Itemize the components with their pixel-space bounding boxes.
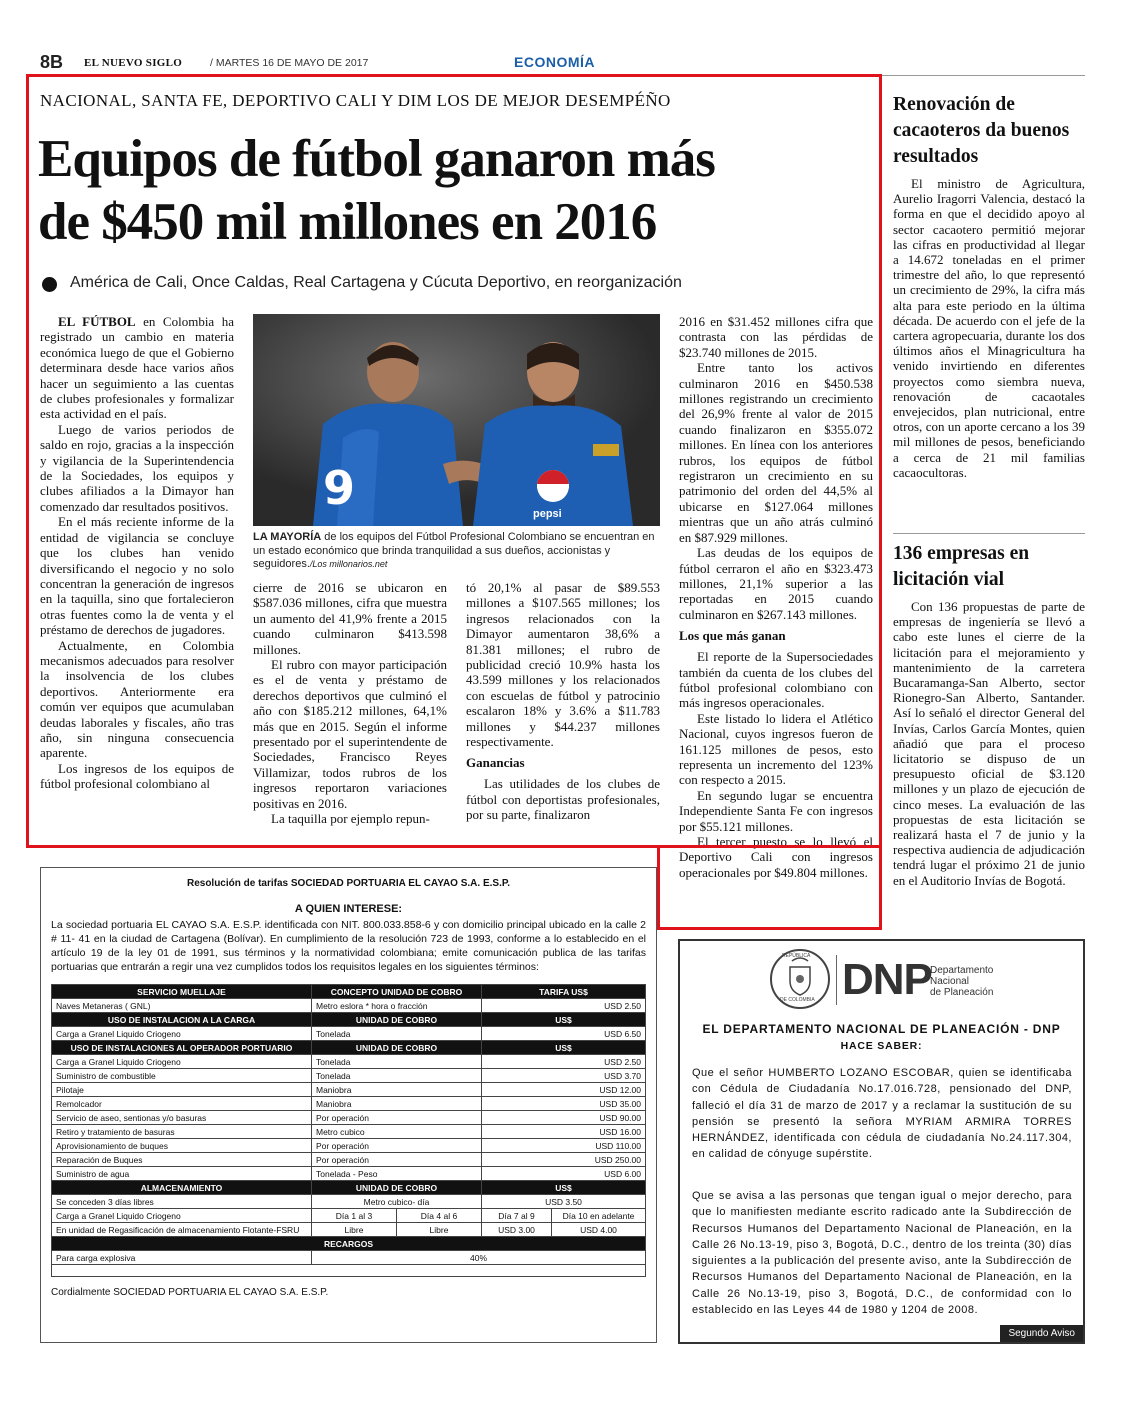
segundo-aviso-tag: Segundo Aviso bbox=[1000, 1325, 1083, 1342]
headline-line-1: Equipos de fútbol ganaron más bbox=[38, 130, 715, 188]
article-column-3 bbox=[466, 580, 660, 823]
seal-text-bottom: DE COLOMBIA bbox=[780, 997, 815, 1003]
table-row bbox=[52, 1265, 646, 1277]
subhead-ganancias: Ganancias bbox=[466, 755, 525, 771]
table-row: Pilotaje Maniobra USD 12.00 bbox=[52, 1083, 646, 1097]
sidebar-title: 136 empresas en licitación vial bbox=[893, 543, 1030, 590]
sidebar-licitacion bbox=[893, 541, 1085, 888]
article-column-1 bbox=[40, 314, 234, 792]
table-row: Carga a Granel Liquido Criogeno Tonelada USD 6.50 bbox=[52, 1027, 646, 1041]
paragraph: Este listado lo lidera el Atlético Nacional, cuyos ingresos fueron de 161.125 millones de pesos, esto representa un incremento del 123% con respecto a 2015. bbox=[679, 710, 873, 788]
table-row: Suministro de combustible Tonelada USD 3.70 bbox=[52, 1069, 646, 1083]
table-row: En unidad de Regasificación de almacenamiento Flotante-FSRU Libre Libre USD 3.00 USD 4.00 bbox=[52, 1223, 646, 1237]
deck-bullet-icon bbox=[42, 277, 57, 292]
paragraph: Las utilidades de los clubes de fútbol con deportistas profesionales, por su parte, finalizaron bbox=[466, 776, 660, 823]
table-row: Carga a Granel Liquido Criogeno Día 1 al 3 Día 4 al 6 Día 7 al 9 Día 10 en adelante bbox=[52, 1209, 646, 1223]
table-row: Servicio de aseo, sentionas y/o basuras Por operación USD 90.00 bbox=[52, 1111, 646, 1125]
highlight-mask bbox=[660, 844, 879, 848]
ad-dnp bbox=[678, 939, 1085, 1344]
table-header: USO DE INSTALACION A LA CARGA UNIDAD DE COBRO US$ bbox=[52, 1013, 646, 1027]
seal-text-top: REPÚBLICA bbox=[782, 953, 811, 959]
paragraph: El tercer puesto se lo llevó el Deportivo Cali con ingresos operacionales por $49.804 millones. bbox=[679, 834, 873, 880]
article-kicker: NACIONAL, SANTA FE, DEPORTIVO CALI Y DIM LOS DE MEJOR DESEMPÉÑO bbox=[40, 91, 671, 110]
table-row: Naves Metaneras ( GNL) Metro eslora * hora o fracción USD 2.50 bbox=[52, 999, 646, 1013]
newspaper-name: EL NUEVO SIGLO bbox=[84, 57, 183, 69]
article-headline bbox=[38, 128, 715, 254]
paragraph: En el más reciente informe de la entidad de vigilancia se concluye que los clubes han venido diversificando el negocio y no solo concentran la generación de ingresos en la taquilla, sino que fortalecieron otras fuentes como la de venta y el préstamo de derechos de jugadores. bbox=[40, 514, 234, 638]
sidebar-divider bbox=[893, 533, 1085, 534]
paragraph: El ministro de Agricultura, Aurelio Iragorri Valencia, destacó la forma en que el decidido apoyo al sector cacaotero permitió mejorar las cifras en productividad al llegar a 14.672 toneladas en el primer trimestre del año, lo que representó un crecimiento de 29%, la cifra más alta para este periodo en la última década. De acuerdo con el jefe de la cartera agropecuaria, durante los dos últimos años el Minagricultura ha venido invirtiendo en diferentes proyectos como siembra nueva, renovación de cacaotales envejecidos, plan nutricional, entre otros, con un aporte cercano a los 39 mil millones de pesos, beneficiando a cerca de 21 mil familias cacaocultoras. bbox=[893, 176, 1085, 480]
headline-line-2: de $450 mil millones en 2016 bbox=[38, 193, 657, 251]
logo-divider bbox=[836, 955, 837, 1005]
article-photo bbox=[253, 314, 660, 526]
ad-salutation: A QUIEN INTERESE: bbox=[294, 903, 403, 915]
ad-tarifas bbox=[40, 867, 657, 1343]
subhead-los-que-mas-ganan: Los que más ganan bbox=[679, 628, 786, 644]
table-header: RECARGOS bbox=[52, 1237, 646, 1251]
table-row: Suministro de agua Tonelada - Peso USD 6.00 bbox=[52, 1167, 646, 1181]
paragraph: Con 136 propuestas de parte de empresas de ingeniería se llevó a cabo este lunes el cierre de la licitación para el mejoramiento y mantenimiento de la carretera Bucaramanga-San Alberto, sector Rionegro-San Alberto, Santander. Así lo señaló el director General del Invías, Carlos García Montes, quien añadió que para el proceso licitatorio se dispuso de un presupuesto oficial de $3.120 millones y un plazo de ejecución de cinco meses. La evaluación de las propuestas de esta licitación se realizará hasta el 7 de junio y la respectiva audiencia de adjudicación tendrá lugar el próximo 21 de junio en el Auditorio Invías de Bogotá. bbox=[893, 599, 1085, 888]
table-header: SERVICIO MUELLAJE CONCEPTO UNIDAD DE COBRO TARIFA US$ bbox=[52, 985, 646, 999]
table-row: Retiro y tratamiento de basuras Metro cubico USD 16.00 bbox=[52, 1125, 646, 1139]
paragraph: Luego de varios periodos de saldo en rojo, gracias a la inspección y vigilancia de la Superintendencia de la Sociedades, los equipos y clubes afiliados a la Dimayor han comenzado dar resultados positivos. bbox=[40, 421, 234, 514]
table-row: Para carga explosiva 40% bbox=[52, 1251, 646, 1265]
article-column-2 bbox=[253, 580, 447, 827]
paragraph: Los ingresos de los equipos de fútbol profesional colombiano al bbox=[40, 760, 234, 792]
paragraph: Actualmente, en Colombia mecanismos adecuados para resolver la insolvencia de los clubes deportivos. Anteriormente era común ver equipos que acumulaban deudas laborales y fiscales, año tras año, sin ninguna consecuencia aparente. bbox=[40, 637, 234, 761]
dnp-title: EL DEPARTAMENTO NACIONAL DE PLANEACIÓN - DNP bbox=[702, 1022, 1061, 1036]
sponsor-logo-text: pepsi bbox=[533, 508, 562, 520]
page-number: 8B bbox=[40, 52, 64, 72]
players-illustration bbox=[253, 314, 660, 526]
paragraph: EL FÚTBOL en Colombia ha registrado un cambio en materia económica luego de que el Gobierno determinara desde hace varios años hacer un seguimiento a las cuentas de clubes profesionales y formalizar esta actividad en el país. bbox=[40, 314, 234, 422]
article-deck: América de Cali, Once Caldas, Real Cartagena y Cúcuta Deportivo, en reorganización bbox=[70, 274, 682, 291]
table-row: Se conceden 3 días libres Metro cubico- día USD 3.50 bbox=[52, 1195, 646, 1209]
table-row: Aprovisionamiento de buques Por operación USD 110.00 bbox=[52, 1139, 646, 1153]
header-rule bbox=[40, 75, 1085, 76]
dnp-logo: DNP bbox=[842, 955, 932, 1004]
dnp-paragraph-2: Que se avisa a las personas que tengan igual o mejor derecho, para que lo manifiesten mediante escrito radicado ante la Subdirección de Recursos Humanos del Departamento Nacional de Planeación, en la Calle 26 No.13-19, piso 3, Bogotá, D.C., dentro de los treinta (30) días siguientes a la publicación del presente aviso, ante la Subdirección de Recursos Humanos del Departamento Nacional de Planeación, en la Calle 26 No.13-19, piso 3, Bogotá, D.C., de conformidad con lo establecido en las Leyes 44 de 1980 y 1204 de 2008. bbox=[692, 1190, 1072, 1317]
paragraph: La taquilla por ejemplo repun- bbox=[271, 811, 430, 827]
dnp-logo-subtitle: Departamento Nacional de Planeación bbox=[930, 965, 994, 998]
ad-closing: Cordialmente SOCIEDAD PORTUARIA EL CAYAO S.A. E.S.P. bbox=[51, 1287, 329, 1298]
issue-date: / MARTES 16 DE MAYO DE 2017 bbox=[210, 57, 369, 69]
table-row: Remolcador Maniobra USD 35.00 bbox=[52, 1097, 646, 1111]
paragraph: tó 20,1% al pasar de $89.553 millones a $107.565 millones; los ingresos relacionados con la Dimayor aumentaron 38,6% a 81.381 millones; el rubro de publicidad creció 10.9% hasta los 43.599 millones y los relacionados con escuelas de fútbol y patrocinio escalaron 18% y 3.6% a $11.783 millones y $44.237 millones respectivamente. bbox=[466, 580, 660, 750]
ad-intro: La sociedad portuaria EL CAYAO S.A. E.S.P. identificada con NIT. 800.033.858-6 y con domicilio principal ubicado en la calle 2 # 11- 41 en la ciudad de Cartagena (Bolívar). En cumplimiento de la resolución 723 de 1993, conforme a lo establecido en el artículo 19 de la ley 01 de 1991, sus términos y la normatividad colombiana; emite comunicación publica de las tarifas portuarias que entrarán a regir una vez cumplidos todos los requisitos legales en los siguientes términos: bbox=[51, 919, 646, 973]
tariff-table bbox=[51, 984, 646, 1277]
paragraph: El rubro con mayor participación es el de venta y préstamo de derechos deportivos que culminó el año con $185.212 millones, 64,1% más que en 2015. Según el informe presentado por el superintendente de Sociedades, Francisco Reyes Villamizar, todos rubros de los ingresos reportaron variaciones positivas en 2016. bbox=[253, 657, 447, 811]
paragraph: El reporte de la Supersociedades también da cuenta de los clubes del fútbol profesional colombiano con más ingresos operacionales. bbox=[679, 649, 873, 711]
article-column-4 bbox=[679, 314, 873, 880]
paragraph: Las deudas de los equipos de fútbol cerraron el año en $323.473 millones, 21,1% superior a las reportadas en 2015 cuando culminaron en $267.143 millones. bbox=[679, 545, 873, 622]
paragraph: En segundo lugar se encuentra Independiente Santa Fe con ingresos por $55.121 millones. bbox=[679, 787, 873, 834]
paragraph: cierre de 2016 se ubicaron en $587.036 millones, cifra que muestra un aumento del 41,9% frente a 2015 cuando culminaron $413.598 millones. bbox=[253, 580, 447, 657]
photo-caption: LA MAYORÍA de los equipos del Fútbol Profesional Colombiano se encuentran en un estado económico que brinda tranquilidad a sus dueños, accionistas y seguidores./Los millonarios.net bbox=[253, 531, 655, 570]
table-row: Reparación de Buques Por operación USD 250.00 bbox=[52, 1153, 646, 1167]
sidebar-cacaoteros bbox=[893, 92, 1085, 480]
paragraph: 2016 en $31.452 millones cifra que contrasta con las pérdidas de $23.740 millones de 2015. bbox=[679, 314, 873, 360]
paragraph: Entre tanto los activos culminaron 2016 en $450.538 millones registrando un crecimiento del 26,9% frente al valor de 2015 cuando finalizaron en $355.072 millones. En línea con los anteriores rubros, los equipos de fútbol registraron un crecimiento en su patrimonio del orden del 44,5% al ubicarse en $127.064 millones mientras que un año atrás culminó en $87.929 millones. bbox=[679, 360, 873, 545]
sidebar-title: Renovación de cacaoteros da buenos resultados bbox=[893, 94, 1070, 167]
dnp-paragraph-1: Que el señor HUMBERTO LOZANO ESCOBAR, quien se identificaba con Cédula de Ciudadanía No.17.016.728, pensionado del DNP, falleció el día 31 de marzo de 2017 y a reclamar la sustitución de su pensión se presentó la señora MYRIAM ARMIRA TORRES HERNÁNDEZ, identificada con cédula de ciudadanía No.24.117.304, en calidad de cónyuge supérstite. bbox=[692, 1067, 1072, 1161]
caption-lead: LA MAYORÍA bbox=[253, 531, 322, 543]
lead-in: EL FÚTBOL bbox=[58, 314, 136, 329]
section-name: ECONOMÍA bbox=[514, 54, 595, 70]
svg-text:9: 9 bbox=[323, 461, 356, 515]
table-header: USO DE INSTALACIONES AL OPERADOR PORTUARIO UNIDAD DE COBRO US$ bbox=[52, 1041, 646, 1055]
table-row: Carga a Granel Liquido Criogeno Tonelada USD 2.50 bbox=[52, 1055, 646, 1069]
ad-title: Resolución de tarifas SOCIEDAD PORTUARIA EL CAYAO S.A. E.S.P. bbox=[186, 878, 511, 889]
photo-credit: /Los millonarios.net bbox=[309, 559, 388, 569]
page-header bbox=[40, 52, 1085, 74]
dnp-subtitle: HACE SABER: bbox=[840, 1040, 923, 1052]
table-header: ALMACENAMIENTO UNIDAD DE COBRO US$ bbox=[52, 1181, 646, 1195]
